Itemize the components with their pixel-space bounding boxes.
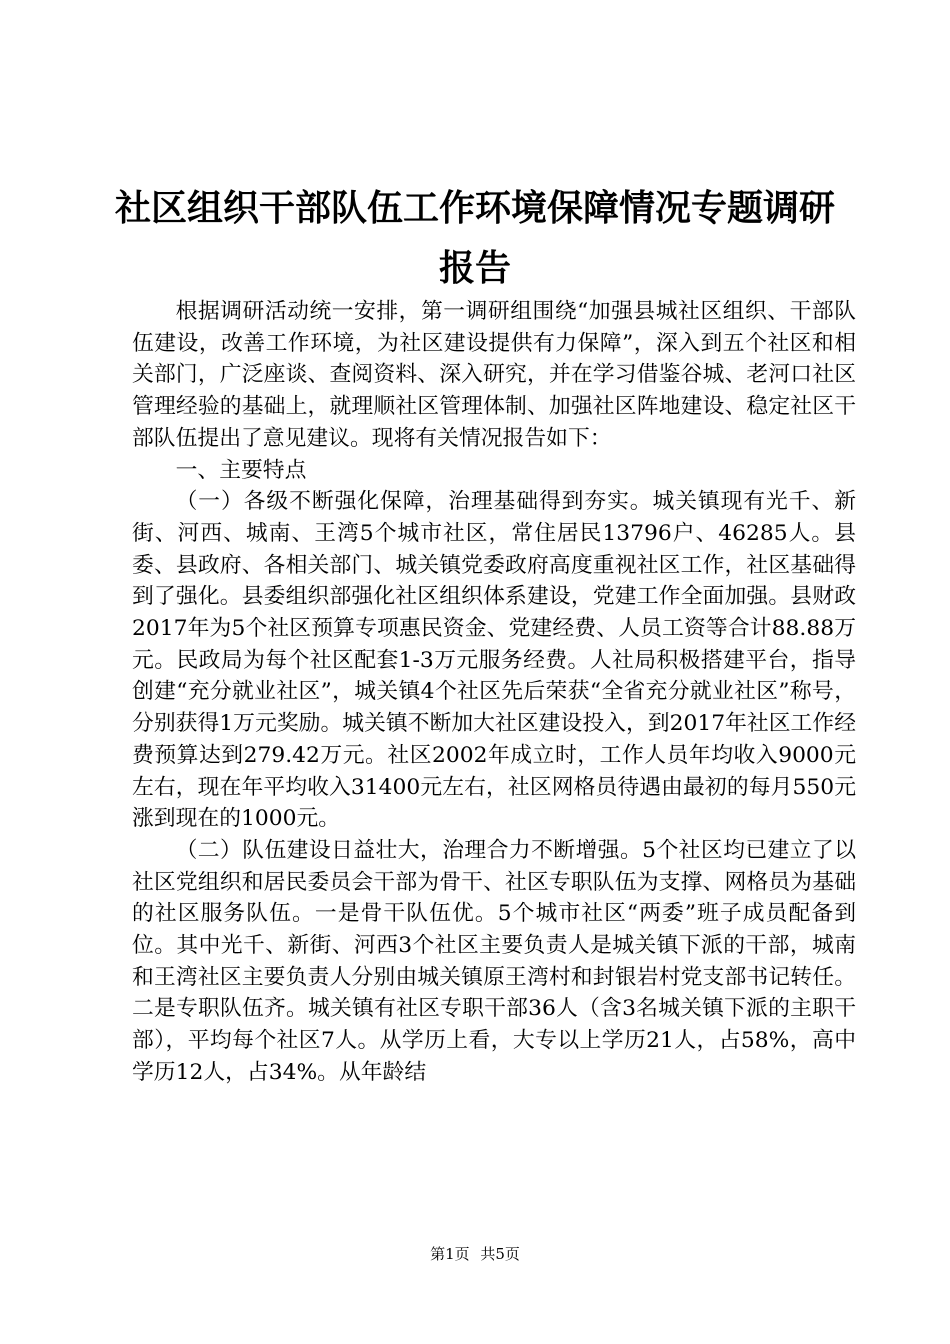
document-title-line-2: 报告	[438, 247, 511, 289]
page-footer	[0, 1244, 950, 1264]
paragraph-intro: 根据调研活动统一安排，第一调研组围绕“加强县城社区组织、干部队伍建设，改善工作环境，为社区建设提供有力保障”，深入到五个社区和相关部门，广泛座谈、查阅资料、深入研究，并在学习借鉴谷城、老河口社区管理经验的基础上，就理顺社区管理体制、加强社区阵地建设、稳定社区干部队伍提出了意见建议。现将有关情况报告如下：	[132, 299, 856, 451]
document-title-line-1: 社区组织干部队伍工作环境保障情况专题调研	[114, 187, 835, 229]
paragraph-section-1: （一）各级不断强化保障，治理基础得到夯实。城关镇现有光千、新街、河西、城南、王湾5个城市社区，常住居民13796户、46285人。县委、县政府、各相关部门、城关镇党委政府高度重视社区工作，社区基础得到了强化。县委组织部强化社区组织体系建设，党建工作全面加强。县财政2017年为5个社区预算专项惠民资金、党建经费、人员工资等合计88.88万元。民政局为每个社区配套1-3万元服务经费。人社局积极搭建平台，指导创建“充分就业社区”，城关镇4个社区先后荣获“全省充分就业社区”称号，分别获得1万元奖励。城关镇不断加大社区建设投入，到2017年社区工作经费预算达到279.42万元。社区2002年成立时，工作人员年均收入9000元左右，现在年平均收入31400元左右，社区网格员待遇由最初的每月550元涨到现在的1000元。	[132, 489, 856, 832]
page-number-total: 共5页	[480, 1245, 520, 1263]
document-body	[132, 296, 856, 1089]
page-number-current: 第1页	[430, 1245, 470, 1263]
section-heading-main-features: 一、主要特点	[175, 457, 307, 483]
paragraph-section-2: （二）队伍建设日益壮大，治理合力不断增强。5个社区均已建立了以社区党组织和居民委员会干部为骨干、社区专职队伍为支撑、网格员为基础的社区服务队伍。一是骨干队伍优。5个城市社区“两委”班子成员配备到位。其中光千、新街、河西3个社区主要负责人是城关镇下派的干部，城南和王湾社区主要负责人分别由城关镇原王湾村和封银岩村党支部书记转任。二是专职队伍齐。城关镇有社区专职干部36人（含3名城关镇下派的主职干部），平均每个社区7人。从学历上看，大专以上学历21人，占58%，高中学历12人，占34%。从年龄结	[132, 837, 856, 1085]
